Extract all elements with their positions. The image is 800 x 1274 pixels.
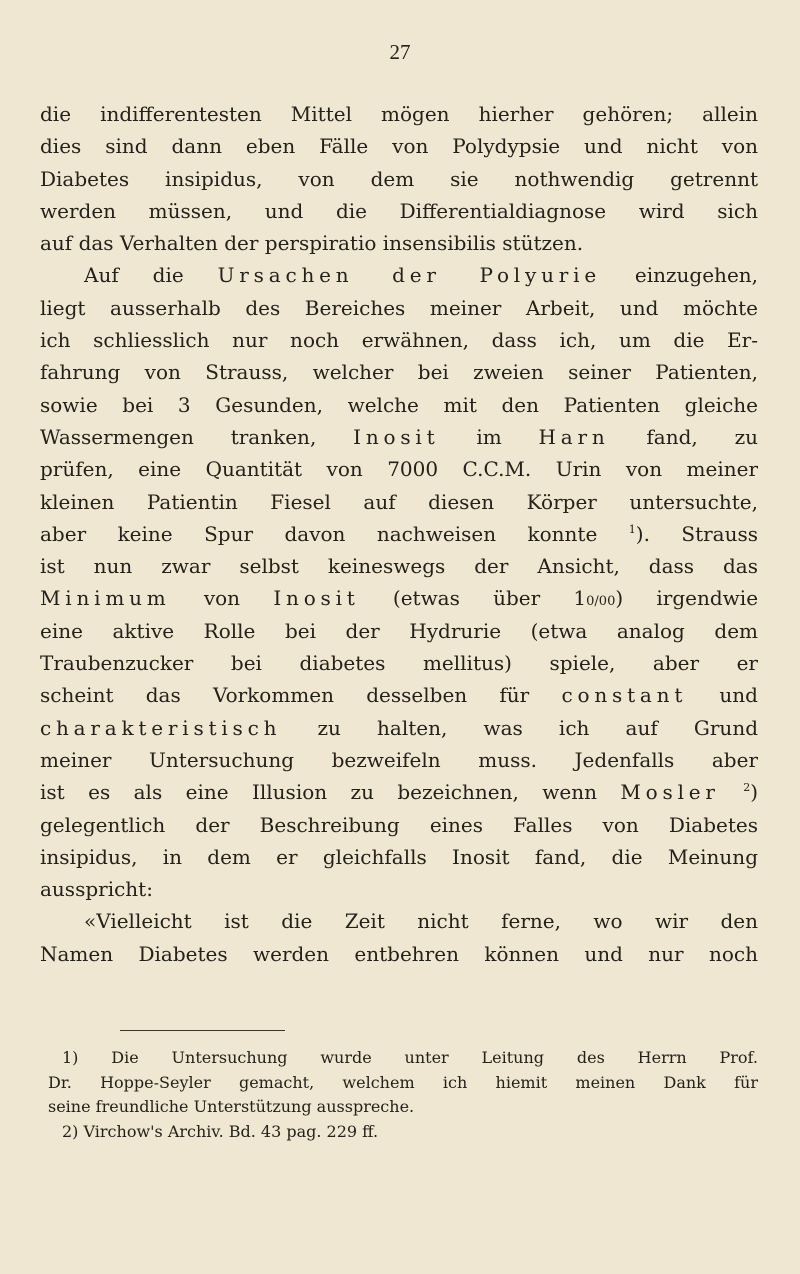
text-run: Auf die [84,263,184,288]
spaced-term: Inosit [273,586,360,611]
text-run: im [476,424,502,449]
text-line [40,712,758,744]
spaced-term: Minimum [40,586,171,611]
spaced-term: Inosit [353,424,440,449]
spaced-term: Harn [538,424,610,449]
text-run: Wassermengen tranken, [40,424,317,449]
text-line: fahrung von Strauss, welcher bei zweien seiner Patienten, [40,360,758,385]
footnotes [48,1046,758,1144]
quote-line: «Vielleicht ist die Zeit nicht ferne, wo wir den [84,909,758,934]
text-run: ). Strauss [635,521,758,546]
text-line [40,259,758,291]
footnote-1-line: 1) Die Untersuchung wurde unter Leitung des Herrn Prof. [62,1048,758,1067]
text-line: Namen Diabetes werden entbehren können und nur noch [40,941,758,966]
text-line [40,518,758,550]
text-line [40,421,758,453]
text-run: einzugehen, [634,263,758,288]
per-mille-sign: 0/00 [586,594,616,610]
text-line: auf das Verhalten der perspiratio insensibilis stützen. [40,231,584,256]
text-run: und [719,683,758,708]
spaced-term: constant [561,683,688,708]
text-line [40,776,758,808]
text-run: scheint das Vorkommen desselben für [40,683,530,708]
text-line: meiner Untersuchung bezweifeln muss. Jedenfalls aber [40,747,758,772]
text-line: eine aktive Rolle bei der Hydrurie (etwa analog dem [40,618,758,643]
text-line: insipidus, in dem er gleichfalls Inosit fand, die Meinung [40,844,758,869]
text-line [40,582,758,614]
page-number: 27 [389,40,411,64]
text-run: (etwas über 1 [392,586,587,611]
spaced-term: charakteristisch [40,715,282,740]
text-line: ausspricht: [40,877,153,902]
text-run: fand, zu [646,424,758,449]
text-line: ich schliesslich nur noch erwähnen, dass ich, um die Er- [40,328,758,353]
text-line: gelegentlich der Beschreibung eines Falles von Diabetes [40,812,758,837]
text-run: aber keine Spur davon nachweisen konnte [40,521,598,546]
footnote-2: 2) Virchow's Archiv. Bd. 43 pag. 229 ff. [62,1121,379,1141]
text-line: Diabetes insipidus, von dem sie nothwendig getrennt [40,166,758,191]
text-line: die indifferentesten Mittel mögen hierher gehören; allein [40,102,758,126]
text-line: prüfen, eine Quantität von 7000 C.C.M. Urin von meiner [40,457,758,482]
spaced-term: Mosler [620,780,720,805]
footnote-ref: 1 [628,522,636,536]
text-run: ist es als eine Illusion zu bezeichnen, wenn [40,780,597,805]
footnote-ref: 2 [743,781,751,795]
spaced-term: Ursachen der Polyurie [217,263,601,288]
text-line: dies sind dann eben Fälle von Polydypsie und nicht von [40,134,758,159]
text-line: sowie bei 3 Gesunden, welche mit den Patienten gleiche [40,392,758,417]
text-run: ) irgendwie [615,586,758,611]
footnote-rule [120,1030,285,1031]
text-run: ) [750,780,758,805]
text-line [40,679,758,711]
text-line: ist nun zwar selbst keineswegs der Ansicht, dass das [40,554,758,579]
text-run: von [203,586,241,611]
text-run: zu halten, was ich auf Grund [317,715,758,740]
text-line: Traubenzucker bei diabetes mellitus) spiele, aber er [40,651,758,676]
footnote-1-line: Dr. Hoppe-Seyler gemacht, welchem ich hiemit meinen Dank für [48,1072,758,1092]
text-line: liegt ausserhalb des Bereiches meiner Arbeit, und möchte [40,295,758,320]
text-line: kleinen Patientin Fiesel auf diesen Körper untersuchte, [40,489,758,514]
text-line: werden müssen, und die Differentialdiagnose wird sich [40,198,758,223]
body-text [40,98,758,970]
footnote-1-line: seine freundliche Unterstützung ausspreche. [48,1097,415,1116]
